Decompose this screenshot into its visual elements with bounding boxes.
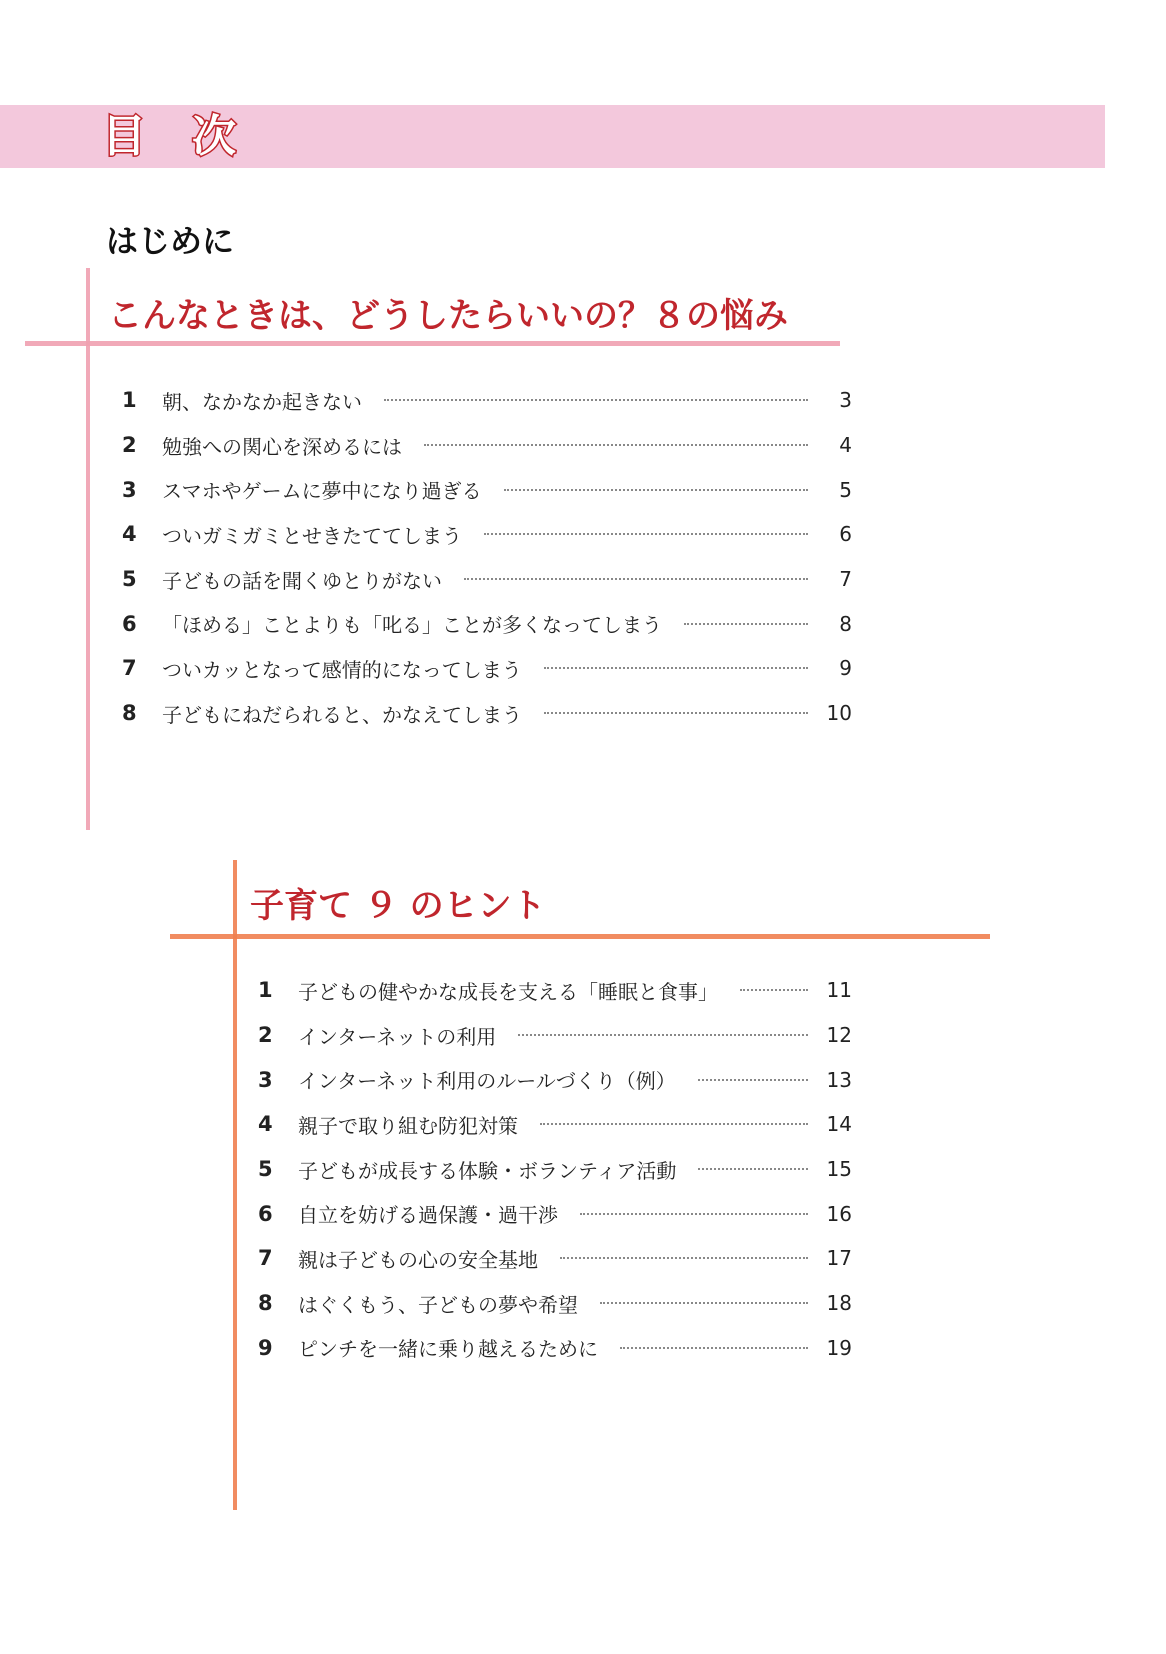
leader-dots — [600, 1302, 808, 1304]
entry-title: インターネットの利用 — [298, 1024, 497, 1049]
entry-number: 6 — [122, 611, 137, 636]
entry-title: ついガミガミとせきたててしまう — [162, 523, 462, 548]
toc-entry[interactable] — [122, 378, 852, 423]
entry-title: 子どもの話を聞くゆとりがない — [162, 568, 442, 593]
entry-page: 12 — [826, 1023, 852, 1048]
toc-entry[interactable] — [122, 423, 852, 468]
toc-entry[interactable] — [258, 1326, 852, 1371]
entry-number: 9 — [258, 1335, 273, 1360]
leader-dots — [424, 444, 808, 446]
leader-dots — [544, 667, 808, 669]
section2-title: 子育て ９ のヒント — [250, 886, 546, 926]
section1-vertical-rule — [86, 268, 90, 830]
entry-page: 16 — [826, 1201, 852, 1226]
toc-entry[interactable] — [122, 691, 852, 736]
entry-page: 6 — [839, 522, 852, 547]
entry-title: 親は子どもの心の安全基地 — [298, 1247, 538, 1272]
entry-title: 勉強への関心を深めるには — [162, 434, 402, 459]
toc-entry[interactable] — [122, 601, 852, 646]
entry-number: 4 — [258, 1112, 273, 1137]
entry-title: 「ほめる」ことよりも「叱る」ことが多くなってしまう — [162, 613, 662, 638]
leader-dots — [560, 1257, 808, 1259]
entry-title: インターネット利用のルールづくり（例） — [298, 1069, 676, 1094]
entry-number: 1 — [122, 388, 137, 413]
entry-title: 子どもが成長する体験・ボランティア活動 — [298, 1158, 677, 1183]
entry-page: 8 — [839, 611, 852, 636]
entry-page: 17 — [826, 1246, 852, 1271]
toc-entry[interactable] — [258, 968, 852, 1013]
toc-entry[interactable] — [258, 1236, 852, 1281]
entry-page: 7 — [839, 567, 852, 592]
entry-page: 13 — [826, 1067, 852, 1092]
leader-dots — [464, 578, 808, 580]
toc-entry[interactable] — [122, 646, 852, 691]
entry-number: 1 — [258, 978, 273, 1003]
toc-entry[interactable] — [258, 1191, 852, 1236]
entry-title: 子どもの健やかな成長を支える「睡眠と食事」 — [298, 979, 718, 1004]
entry-page: 5 — [839, 477, 852, 502]
header-title-char: 目 — [102, 111, 146, 162]
entry-title: ピンチを一緒に乗り越えるために — [298, 1337, 598, 1362]
toc-entry[interactable] — [258, 1057, 852, 1102]
leader-dots — [384, 399, 808, 401]
toc-entry[interactable] — [258, 1102, 852, 1147]
entry-title: 子どもにねだられると、かなえてしまう — [162, 702, 522, 727]
entry-number: 7 — [258, 1246, 273, 1271]
entry-page: 19 — [826, 1335, 852, 1360]
leader-dots — [620, 1347, 808, 1349]
leader-dots — [698, 1168, 808, 1170]
section2-vertical-rule — [233, 860, 237, 1510]
entry-number: 5 — [258, 1157, 273, 1182]
leader-dots — [504, 489, 808, 491]
entry-number: 2 — [122, 433, 137, 458]
entry-number: 8 — [258, 1291, 273, 1316]
entry-number: 6 — [258, 1201, 273, 1226]
header-title-char: 次 — [192, 111, 236, 162]
entry-page: 18 — [826, 1291, 852, 1316]
entry-number: 7 — [122, 656, 137, 681]
entry-page: 4 — [839, 433, 852, 458]
entry-page: 3 — [839, 388, 852, 413]
entry-page: 15 — [826, 1157, 852, 1182]
section2-horizontal-rule — [170, 934, 990, 939]
leader-dots — [740, 989, 808, 991]
leader-dots — [518, 1034, 808, 1036]
leader-dots — [684, 623, 808, 625]
toc-entry[interactable] — [122, 512, 852, 557]
toc-entry[interactable] — [258, 1281, 852, 1326]
toc-entry[interactable] — [122, 467, 852, 512]
entry-title: スマホやゲームに夢中になり過ぎる — [162, 479, 482, 504]
entry-page: 10 — [826, 701, 852, 726]
leader-dots — [580, 1213, 808, 1215]
section2-list — [258, 968, 852, 1370]
entry-number: 4 — [122, 522, 137, 547]
entry-title: はぐくもう、子どもの夢や希望 — [298, 1292, 578, 1317]
entry-number: 5 — [122, 567, 137, 592]
entry-page: 9 — [839, 656, 852, 681]
entry-title: 自立を妨げる過保護・過干渉 — [298, 1203, 558, 1228]
entry-number: 3 — [122, 477, 137, 502]
entry-number: 2 — [258, 1023, 273, 1048]
toc-entry[interactable] — [122, 557, 852, 602]
toc-entry[interactable] — [258, 1013, 852, 1058]
entry-page: 11 — [826, 978, 852, 1003]
section1-title: こんなときは、どうしたらいいの？８の悩み — [108, 296, 788, 336]
leader-dots — [544, 712, 808, 714]
intro-link[interactable]: はじめに — [106, 222, 235, 260]
leader-dots — [698, 1079, 808, 1081]
entry-title: ついカッとなって感情的になってしまう — [162, 657, 522, 682]
entry-number: 8 — [122, 701, 137, 726]
toc-entry[interactable] — [258, 1147, 852, 1192]
entry-number: 3 — [258, 1067, 273, 1092]
leader-dots — [484, 533, 808, 535]
section1-horizontal-rule — [25, 341, 840, 346]
entry-page: 14 — [826, 1112, 852, 1137]
header-bar — [0, 105, 1105, 168]
section1-list — [122, 378, 852, 736]
entry-title: 朝、なかなか起きない — [162, 389, 362, 414]
entry-title: 親子で取り組む防犯対策 — [298, 1113, 518, 1138]
leader-dots — [540, 1123, 808, 1125]
